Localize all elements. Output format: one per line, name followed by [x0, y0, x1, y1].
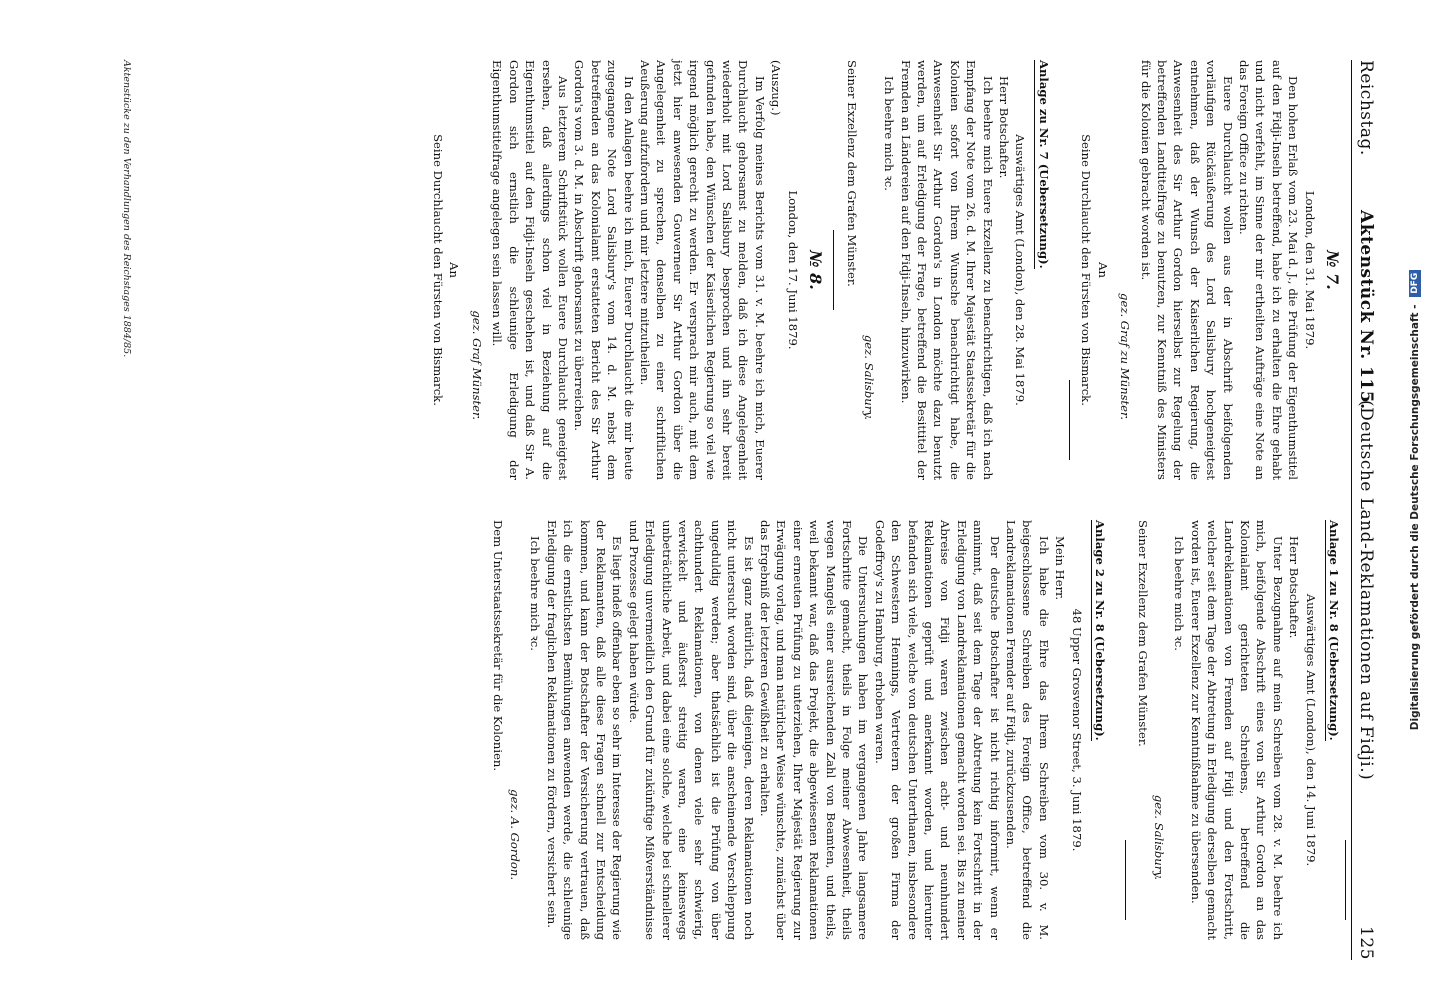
- anlage1-title: Anlage 1 zu Nr. 8 (Uebersetzung).: [1325, 520, 1342, 741]
- anlage2-salutation: Mein Herr.: [1053, 536, 1068, 601]
- header-title: (Deutsche Land-Reklamationen auf Fidji.): [1356, 400, 1376, 781]
- anlage2-dateline: 48 Upper Grosvenor Street, 3. Juni 1879.: [1069, 608, 1084, 852]
- doc8-addressee-an: An: [447, 262, 462, 278]
- digitization-credit-text: Digitalisierung gefördert durch die Deutsche Forschungsgemeinschaft -: [1409, 304, 1421, 731]
- anlage1-closing: Ich beehre mich ꝛc.: [1172, 536, 1187, 651]
- doc8-dateline: London, den 17. Juni 1879.: [785, 190, 800, 350]
- doc8-paragraph-2: In den Anlagen beehre ich mich, Euerer Durchlaucht die mir heute zugegangene Note Lord Salisbury's vom 14. d. M. nebst dem betreffenden an das Kolonialamt erstatteten Bericht des Sir Arthur Gordon's vom 3. d. M. in Abschrift gehorsamst zu überreichen.: [572, 60, 636, 480]
- doc7-number: № 7.: [1323, 250, 1342, 290]
- anlage7-addressee: Seiner Exzellenz dem Grafen Münster.: [845, 60, 860, 287]
- doc7-paragraph-1: Den hohen Erlaß vom 23. Mai d. J., die Prüfung der Eigenthumstitel auf den Fidji-Inseln betreffend, habe ich zu erhalten die Ehre gehabt und nicht verfehlt, im Sinne der mir ertheilten Aufträge eine Note an das Foreign Office zu richten.: [1236, 60, 1301, 480]
- doc7-addressee: Seine Durchlaucht den Fürsten von Bismarck.: [1079, 134, 1094, 406]
- anlage2-paragraph-2: Der deutsche Botschafter ist nicht richtig informirt, wenn er annimmt, daß seit dem Tage der Abtretung kein Fortschritt in der Erledigung von Landreklamationen gemacht worden sei. Bis zu meiner Abreise von Fidji waren zwischen acht- und neunhundert Reklamationen geprüft und anerkannt worden, und hierunter befanden sich viele, welche von deutschen Unterthanen, insbesondere den Schwestern Hennings, Vertretern der großen Firma der Godeffroy's zu Hamburg, erhoben waren.: [872, 520, 1002, 940]
- doc7-dateline: London, den 31. Mai 1879.: [1302, 190, 1317, 350]
- left-column: [430, 60, 1342, 480]
- anlage1-paragraph-1: Unter Bezugnahme auf mein Schreiben vom 28. v. M. beehre ich mich, beifolgende Abschrift eines von Sir Arthur Gordon an das Kolonialamt gerichteten Schreibens, betreffend die Landreklamationen von Fremden auf Fidji und den Fortschritt, welcher seit dem Tage der Abtretung in Erledigung derselben gemacht worden ist, Euerer Exzellenz zur Kenntnißnahme zu übersenden.: [1188, 520, 1285, 940]
- anlage2-paragraph-3: Die Untersuchungen haben im vergangenen Jahre langsamere Fortschritte gemacht, theils in Folge meiner Abwesenheit, theils wegen Mangels einer ausreichenden Zahl von Beamten, und theils, weil bekannt war, daß das Projekt, die abgewiesenen Reklamationen einer erneuten Prüfung zu unterziehen, Ihrer Majestät Regierung zur Erwägung vorlag, und man natürlicher Weise wünschte, zunächst über das Ergebniß der letzteren Gewißheit zu erhalten.: [758, 520, 871, 940]
- doc8-signature: gez. Graf Münster.: [469, 310, 484, 420]
- header-aktenstueck: Aktenstück Nr. 115.: [1356, 210, 1376, 410]
- page-number: 125: [1356, 926, 1376, 960]
- section-divider: [833, 230, 834, 310]
- anlage1-salutation: Herr Botschafter.: [1287, 536, 1302, 639]
- page-footer: Aktenstücke zu den Verhandlungen des Reichstages 1884/85.: [121, 60, 132, 358]
- doc7-addressee-an: An: [1095, 262, 1110, 278]
- right-column: [490, 520, 1342, 940]
- anlage2-paragraph-5: Es liegt indeß offenbar eben so sehr im Interesse der Regierung wie der Reklamanten, daß alle diese Fragen schnell zur Entscheidung kommen, und kann der Botschafter der Versicherung vertrauen, daß ich die ernstlichsten Bemühungen anwenden werde, die schleunige Erledigung der fraglichen Reklamationen zu fördern, versichert sein.: [544, 520, 625, 940]
- anlage7-paragraph-1: Ich beehre mich Euere Exzellenz zu benachrichtigen, daß ich nach Empfang der Note vom 26. d. M. Ihrer Majestät Staatssekretär für die Kolonien sofort von Ihrem Wunsche benachrichtigt habe, die Anwesenheit Sir Arthur Gordon's in London möchte dazu benutzt werden, um auf Erledigung der Frage, betreffend die Besittitel der Fremden an Ländereien auf den Fidji-Inseln, hinzuwirken.: [898, 60, 995, 480]
- anlage2-title: Anlage 2 zu Nr. 8 (Uebersetzung).: [1091, 520, 1122, 741]
- anlage1-dateline: Auswärtiges Amt (London), den 14. Juni 1879.: [1303, 593, 1318, 867]
- anlage1-addressee: Seiner Exzellenz dem Grafen Münster.: [1135, 520, 1150, 747]
- anlage7-title: Anlage zu Nr. 7 (Uebersetzung).: [1035, 60, 1066, 269]
- anlage2-addressee: Dem Unterstaatssekretär für die Kolonien.: [491, 520, 506, 772]
- anlage2-paragraph-4: Es ist ganz natürlich, daß diejenigen, deren Reklamationen noch nicht untersucht worden sind, über die anscheinende Verschleppung ungeduldig werden; aber thatsächlich ist die Prüfung von über achthundert Reklamationen, von denen viele sehr schwierig, verwickelt und äußerst streitig waren, eine keineswegs unbeträchtliche Arbeit, und dabei eine solche, welche bei schnellerer Erledigung unvermeidlich den Grund für zukünftige Mißverständnisse und Prozesse gelegt haben würde.: [626, 520, 756, 940]
- anlage2-paragraph-1: Ich habe die Ehre das Ihrem Schreiben vom 30. v. M. beigeschlossene Schreiben des Foreign Office, betreffend die Landreklamationen Fremder auf Fidji, zurückzusenden.: [1004, 520, 1051, 940]
- dfg-logo: DFG: [1409, 270, 1421, 297]
- doc8-number: № 8.: [806, 250, 826, 290]
- doc8-paragraph-1: Im Verfolg meines Berichts vom 31. v. M. beehre ich mich, Euerer Durchlaucht gehorsamst zu melden, daß ich diese Angelegenheit wiederholt mit Lord Salisbury besprochen und ihn sehr bereit gefunden habe, den Wünschen der Kaiserlichen Regierung so viel wie irgend möglich gerecht zu werden. Er versprach mir auch, mit dem jetzt hier anwesenden Gouverneur Sir Arthur Gordon über die Angelegenheit zu sprechen, denselben zu einer schriftlichen Aeußerung aufzufordern und mir letztere mitzutheilen.: [637, 60, 767, 480]
- doc7-paragraph-2: Euere Durchlaucht wollen aus der in Abschrift beifolgenden vorläufigen Rückäußerung des Lord Salisbury hochgeneigtest entnehmen, daß der Wunsch der Kaiserlichen Regierung, die Anwesenheit des Sir Arthur Gordon hierselbst zur Regelung der betreffenden Landtitelfrage zu benutzen, zur Kenntniß des Ministers für die Kolonien gebracht worden ist.: [1138, 60, 1235, 480]
- anlage2-closing: Ich beehre mich ꝛc.: [528, 536, 543, 651]
- anlage7-salutation: Herr Botschafter.: [997, 76, 1012, 179]
- doc7-signature: gez. Graf zu Münster.: [1118, 293, 1133, 420]
- digitization-credit: [1398, 20, 1432, 980]
- anlage2-signature: gez. A. Gordon.: [507, 789, 522, 880]
- anlage7-dateline: Auswärtiges Amt (London), den 28. Mai 1879.: [1013, 134, 1028, 406]
- doc8-label: (Auszug.): [769, 60, 784, 116]
- header-reichstag: Reichstag.: [1356, 60, 1376, 156]
- doc8-addressee: Seine Durchlaucht den Fürsten von Bismarck.: [431, 134, 446, 406]
- anlage7-signature: gez. Salisbury.: [861, 334, 876, 420]
- anlage1-signature: gez. Salisbury.: [1151, 794, 1166, 880]
- page-header: [1351, 60, 1392, 960]
- doc8-paragraph-3: Aus letzterem Schriftstück wollen Euere Durchlaucht geneigtest ersehen, daß allerdings schon viel in Beziehung auf die Eigenthumstitel auf den Fidji-Inseln geschehen ist, und daß Sir A. Gordon sich ernstlich die schleunige Erledigung der Eigenthumstitelfrage angelegen sein lassen will.: [490, 60, 570, 480]
- anlage7-closing: Ich beehre mich ꝛc.: [882, 76, 897, 191]
